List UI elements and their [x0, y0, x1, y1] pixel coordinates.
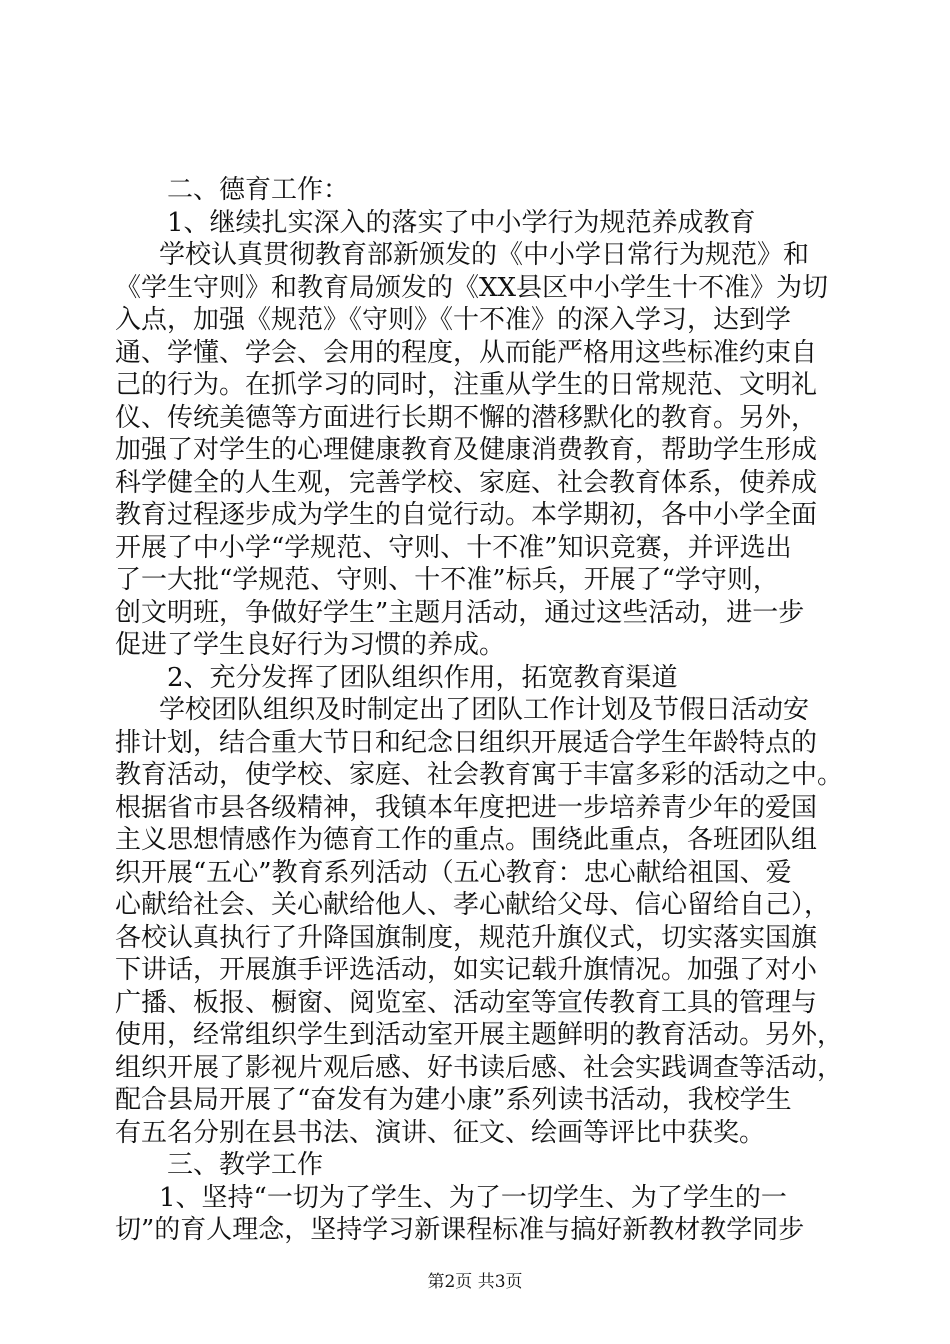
paragraph-line: 《学生守则》和教育局颁发的《XX县区中小学生十不准》为切 [115, 272, 829, 303]
subheading-behavior-norms: 1、继续扎实深入的落实了中小学行为规范养成教育 [167, 207, 756, 238]
paragraph-line: 织开展“五心”教育系列活动（五心教育：忠心献给祖国、爱 [115, 857, 792, 888]
section-heading-teaching-work: 三、教学工作 [167, 1150, 324, 1180]
paragraph-line: 组织开展了影视片观后感、好书读后感、社会实践调查等活动， [115, 1052, 844, 1083]
paragraph-line: 通、学懂、学会、会用的程度，从而能严格用这些标准约束自 [115, 337, 818, 368]
section-heading-moral-education: 二、德育工作： [167, 175, 350, 205]
paragraph-line: 创文明班，争做好学生”主题月活动，通过这些活动，进一步 [115, 597, 805, 628]
paragraph-line: 科学健全的人生观，完善学校、家庭、社会教育体系，使养成 [115, 467, 818, 498]
paragraph-line: 心献给社会、关心献给他人、孝心献给父母、信心留给自己）， [115, 890, 831, 920]
page-number-footer: 第2页 共3页 [427, 1272, 523, 1292]
paragraph-line: 教育活动，使学校、家庭、社会教育寓于丰富多彩的活动之中。 [115, 760, 844, 790]
paragraph-line: 己的行为。在抓学习的同时，注重从学生的日常规范、文明礼 [115, 370, 818, 400]
paragraph-line: 使用，经常组织学生到活动室开展主题鲜明的教育活动。另外， [115, 1020, 844, 1050]
paragraph-line: 广播、板报、橱窗、阅览室、活动室等宣传教育工具的管理与 [115, 987, 818, 1018]
paragraph-line: 有五名分别在县书法、演讲、征文、绘画等评比中获奖。 [115, 1117, 766, 1148]
paragraph-line: 学校认真贯彻教育部新颁发的《中小学日常行为规范》和 [159, 240, 810, 270]
paragraph-line: 切”的育人理念，坚持学习新课程标准与搞好新教材教学同步 [115, 1215, 805, 1245]
paragraph-line: 教育过程逐步成为学生的自觉行动。本学期初，各中小学全面 [115, 500, 818, 530]
paragraph-line: 各校认真执行了升降国旗制度，规范升旗仪式，切实落实国旗 [115, 922, 818, 953]
paragraph-line: 促进了学生良好行为习惯的养成。 [115, 630, 506, 660]
paragraph-line: 加强了对学生的心理健康教育及健康消费教育，帮助学生形成 [115, 435, 818, 465]
paragraph-line: 入点，加强《规范》《守则》《十不准》的深入学习，达到学 [115, 305, 792, 335]
paragraph-line: 学校团队组织及时制定出了团队工作计划及节假日活动安 [159, 695, 810, 725]
paragraph-line: 主义思想情感作为德育工作的重点。围绕此重点，各班团队组 [115, 825, 818, 855]
paragraph-line: 了一大批“学规范、守则、十不准”标兵，开展了“学守则， [115, 565, 779, 595]
paragraph-line: 配合县局开展了“奋发有为建小康”系列读书活动，我校学生 [115, 1085, 792, 1115]
paragraph-line: 开展了中小学“学规范、守则、十不准”知识竞赛，并评选出 [115, 532, 792, 563]
paragraph-line: 排计划，结合重大节日和纪念日组织开展适合学生年龄特点的 [115, 727, 818, 758]
paragraph-line: 仪、传统美德等方面进行长期不懈的潜移默化的教育。另外， [115, 402, 818, 433]
paragraph-line: 1、坚持“一切为了学生、为了一切学生、为了学生的一 [159, 1182, 787, 1213]
document-body [115, 174, 844, 1247]
paragraph-line: 根据省市县各级精神，我镇本年度把进一步培养青少年的爱国 [115, 792, 818, 823]
paragraph-line: 下讲话，开展旗手评选活动，如实记载升旗情况。加强了对小 [115, 955, 818, 985]
subheading-team-organization: 2、充分发挥了团队组织作用，拓宽教育渠道 [167, 662, 678, 693]
